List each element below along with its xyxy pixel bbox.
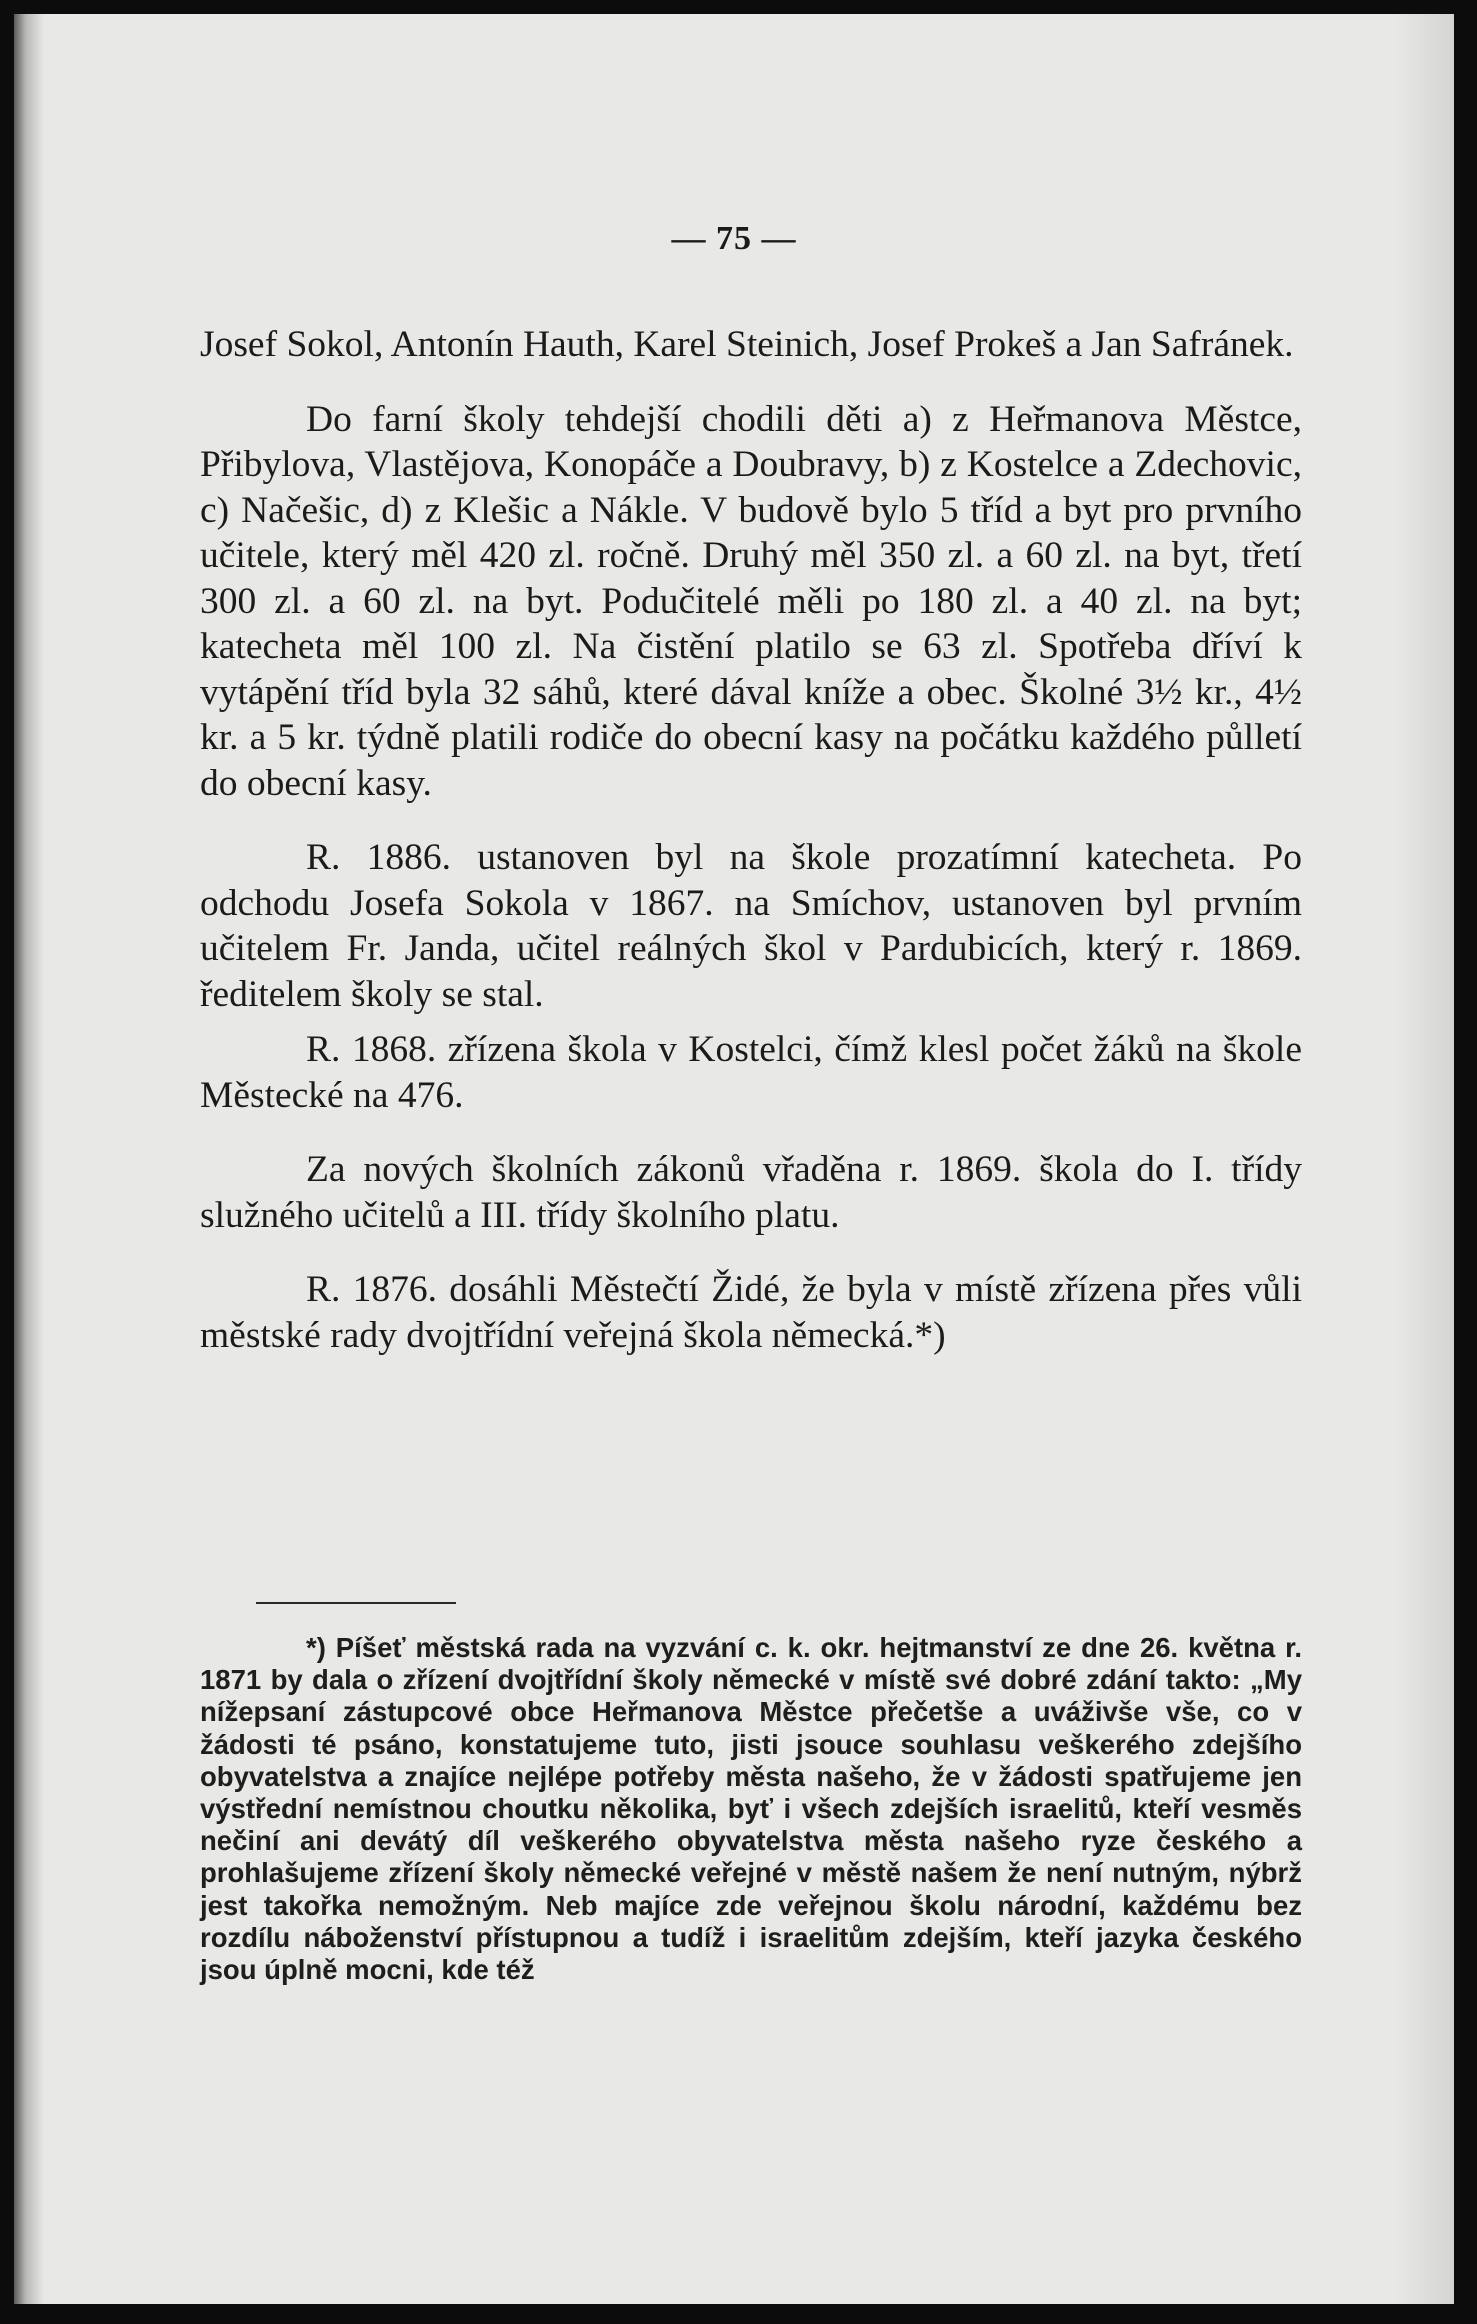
paragraph-teachers-list: Josef Sokol, Antonín Hauth, Karel Steinich, Josef Prokeš a Jan Safránek. xyxy=(200,324,1294,365)
page-number: — 75 — xyxy=(671,220,797,257)
footnote: *) Píšeť městská rada na vyzvání c. k. okr. hejtmanství ze dne 26. května r. 1871 by dala o zřízení dvojtřídní školy německé v místě své dobré zdání takto: „My nížepsaní zástupcové obce Heřmanova Městce přečetše a uváživše vše, co v žádosti té psáno, konstatujeme tuto, jisti jsouce souhlasu veškerého zdejšího obyvatelstva a znajíce nejlépe potřeby města našeho, že v žádosti spatřujeme jen výstřední nemístnou choutku několika, byť i všech zdejších israelitů, kteří vesměs nečiní ani devátý díl veškerého obyvatelstva města našeho ryze českého a prohlašujeme zřízení školy německé veřejné v městě našem že není nutným, nýbrž jest takořka nemožným. Neb majíce zde veřejnou školu národní, každému bez rozdílu náboženství přístupnou a tudíž i israelitům zdejším, kteří jazyka českého jsou úplně mocni, kde též xyxy=(200,1632,1302,1986)
paragraph-1868: R. 1868. zřízena škola v Kostelci, čímž klesl počet žáků na škole Městecké na 476. xyxy=(200,1029,1302,1116)
book-page xyxy=(14,14,1454,2304)
paragraph-1886: R. 1886. ustanoven byl na škole prozatímní katecheta. Po odchodu Josefa Sokola v 1867. na Smíchov, ustanoven byl prvním učitelem Fr. Janda, učitel reálných škol v Pardubicích, který r. 1869. ředitelem školy se stal. xyxy=(200,837,1302,1015)
main-text xyxy=(200,322,1302,1358)
paragraph-new-laws: Za nových školních zákonů vřaděna r. 1869. škola do I. třídy služného učitelů a III. třídy školního platu. xyxy=(200,1149,1302,1236)
page-binding-shadow xyxy=(14,14,44,2304)
footnote-divider xyxy=(256,1602,456,1604)
page-edge xyxy=(1394,14,1454,2304)
paragraph-parish-school: Do farní školy tehdejší chodili děti a) z Heřmanova Městce, Přibylova, Vlastějova, Konopáče a Doubravy, b) z Kostelce a Zdechovic, c) Načešic, d) z Klešic a Nákle. V budově bylo 5 tříd a byt pro prvního učitele, který měl 420 zl. ročně. Druhý měl 350 zl. a 60 zl. na byt, třetí 300 zl. a 60 zl. na byt. Podučitelé měli po 180 zl. a 40 zl. na byt; katecheta měl 100 zl. Na čistění platilo se 63 zl. Spotřeba dříví k vytápění tříd byla 32 sáhů, které dával kníže a obec. Školné 3½ kr., 4½ kr. a 5 kr. týdně platili rodiče do obecní kasy na počátku každého půlletí do obecní kasy. xyxy=(200,398,1302,804)
paragraph-1876: R. 1876. dosáhli Městečtí Židé, že byla v místě zřízena přes vůli městské rady dvojtřídní veřejná škola německá.*) xyxy=(200,1269,1302,1356)
